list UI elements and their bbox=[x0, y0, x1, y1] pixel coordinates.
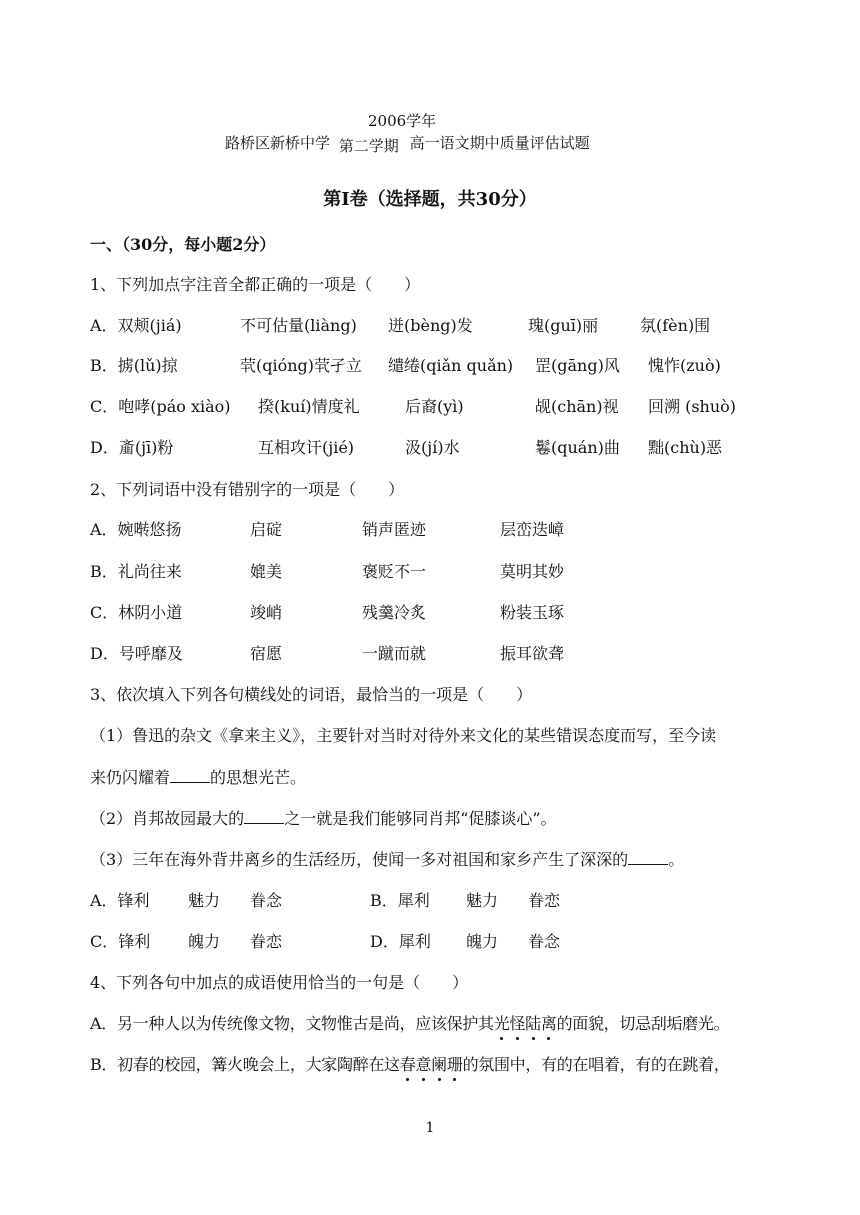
q3-option-d: 魄力 bbox=[466, 932, 499, 951]
q1-row-d-item: 鬈(quán)曲 bbox=[535, 438, 620, 457]
q1-row-b-item: 罡(gāng)风 bbox=[535, 356, 620, 375]
header-school: 路桥区新桥中学 bbox=[225, 134, 331, 152]
q1-row-a-item: A．双颊(jiá) bbox=[90, 316, 182, 335]
q3-option-a: 眷念 bbox=[250, 891, 283, 910]
q2-row-a-item: 层峦迭嶂 bbox=[500, 520, 565, 539]
q1-row-d-item: 黜(chù)恶 bbox=[648, 438, 723, 457]
blank-line bbox=[244, 809, 284, 824]
q3-option-d: D．犀利 bbox=[370, 932, 431, 951]
header-line bbox=[225, 132, 590, 153]
q4-stem: 4、下列各句中加点的成语使用恰当的一句是（ ） bbox=[90, 973, 469, 992]
q3-option-b: 魅力 bbox=[466, 891, 499, 910]
q1-row-c-item: 回溯 (shuò) bbox=[648, 397, 737, 416]
q1-row-a-item: 瑰(guī)丽 bbox=[528, 316, 599, 335]
q3-option-c: 眷恋 bbox=[250, 932, 283, 951]
q4-option-b: B．初春的校园，篝火晚会上，大家陶醉在这春意阑珊的氛围中，有的在唱着，有的在跳着， bbox=[90, 1052, 729, 1075]
q1-stem: 1、下列加点字注音全都正确的一项是（ ） bbox=[90, 275, 421, 294]
q2-row-a-item: 销声匿迹 bbox=[362, 520, 427, 539]
dotted-idiom bbox=[494, 1014, 557, 1033]
q1-row-a-item: 不可估量(liàng) bbox=[240, 316, 357, 335]
q2-row-b-item: 褒贬不一 bbox=[362, 562, 427, 581]
q3-stem: 3、依次填入下列各句横线处的词语，最恰当的一项是（ ） bbox=[90, 685, 533, 704]
q2-row-b-item: 媲美 bbox=[250, 562, 283, 581]
q2-row-a-item: 启碇 bbox=[250, 520, 283, 539]
q2-row-d-item: 振耳欲聋 bbox=[500, 644, 565, 663]
q2-stem: 2、下列词语中没有错别字的一项是（ ） bbox=[90, 480, 405, 499]
q3-sentence-2: （2）肖邦故园最大的 之一就是我们能够同肖邦“促膝谈心”。 bbox=[90, 809, 557, 828]
header-term: 第二学期 bbox=[338, 137, 399, 155]
q1-row-a-item: 迸(bèng)发 bbox=[388, 316, 473, 335]
dotted-char: 光 bbox=[494, 1011, 510, 1034]
q1-row-b-item: 茕(qióng)茕孑立 bbox=[240, 356, 363, 375]
q3-sentence-1b: 来仍闪耀着 的思想光芒。 bbox=[90, 768, 307, 787]
q1-row-c-item: 觇(chān)视 bbox=[535, 397, 619, 416]
q1-row-c-item: 揆(kuí)情度礼 bbox=[258, 397, 360, 416]
header-exam: 高一语文期中质量评估试题 bbox=[409, 134, 590, 152]
dotted-char: 春 bbox=[400, 1052, 416, 1075]
q2-row-c-item: 竣峭 bbox=[250, 603, 283, 622]
q1-row-a-item: 氛(fèn)围 bbox=[640, 316, 711, 335]
page-number: 1 bbox=[425, 1120, 435, 1136]
q1-row-b-item: 缱绻(qiǎn quǎn) bbox=[388, 356, 514, 375]
dotted-char: 意 bbox=[415, 1052, 431, 1075]
dotted-char: 珊 bbox=[447, 1052, 463, 1075]
q2-row-d-item: D．号呼靡及 bbox=[90, 644, 183, 663]
q1-row-d-item: D．齑(jī)粉 bbox=[90, 438, 174, 457]
q1-row-c-item: C．咆哮(páo xiào) bbox=[90, 397, 231, 416]
q3-option-a: 魅力 bbox=[188, 891, 221, 910]
q2-row-d-item: 一蹴而就 bbox=[362, 644, 427, 663]
q3-option-d: 眷念 bbox=[528, 932, 561, 951]
q3-sentence-1a: （1）鲁迅的杂文《拿来主义》，主要针对当时对待外来文化的某些错误态度而写，至今读 bbox=[90, 726, 717, 745]
q1-row-b-item: B．掳(lǔ)掠 bbox=[90, 356, 178, 375]
q3-option-a: A．锋利 bbox=[90, 891, 150, 910]
q3-option-c: C．锋利 bbox=[90, 932, 151, 951]
q3-option-b: B．犀利 bbox=[370, 891, 430, 910]
dotted-char: 怪 bbox=[509, 1011, 525, 1034]
blank-line bbox=[628, 850, 668, 865]
part-one-heading: 一、（30分，每小题2分） bbox=[90, 235, 276, 254]
blank-line bbox=[170, 768, 210, 783]
q1-row-c-item: 后裔(yì) bbox=[405, 397, 464, 416]
header-year: 2006学年 bbox=[368, 112, 437, 130]
q1-row-b-item: 愧怍(zuò) bbox=[648, 356, 721, 375]
q2-row-c-item: 粉装玉琢 bbox=[500, 603, 565, 622]
dotted-char: 离 bbox=[541, 1011, 557, 1034]
q2-row-b-item: 莫明其妙 bbox=[500, 562, 565, 581]
dotted-idiom bbox=[400, 1055, 463, 1074]
q2-row-b-item: B．礼尚往来 bbox=[90, 562, 182, 581]
dotted-char: 陆 bbox=[525, 1011, 541, 1034]
q4-option-a: A．另一种人以为传统像文物，文物惟古是尚，应该保护其光怪陆离的面貌，切忌刮垢磨光。 bbox=[90, 1011, 729, 1034]
q3-sentence-3: （3）三年在海外背井离乡的生活经历，使闻一多对祖国和家乡产生了深深的 。 bbox=[90, 850, 685, 869]
q2-row-a-item: A．婉啭悠扬 bbox=[90, 520, 182, 539]
dotted-char: 阑 bbox=[431, 1052, 447, 1075]
q2-row-d-item: 宿愿 bbox=[250, 644, 283, 663]
q3-option-c: 魄力 bbox=[188, 932, 221, 951]
section-title: 第Ⅰ卷（选择题，共30分） bbox=[323, 189, 537, 210]
q1-row-d-item: 汲(jí)水 bbox=[405, 438, 460, 457]
q2-row-c-item: C．林阴小道 bbox=[90, 603, 183, 622]
q1-row-d-item: 互相攻讦(jié) bbox=[258, 438, 355, 457]
q3-option-b: 眷恋 bbox=[528, 891, 561, 910]
q2-row-c-item: 残羹冷炙 bbox=[362, 603, 427, 622]
